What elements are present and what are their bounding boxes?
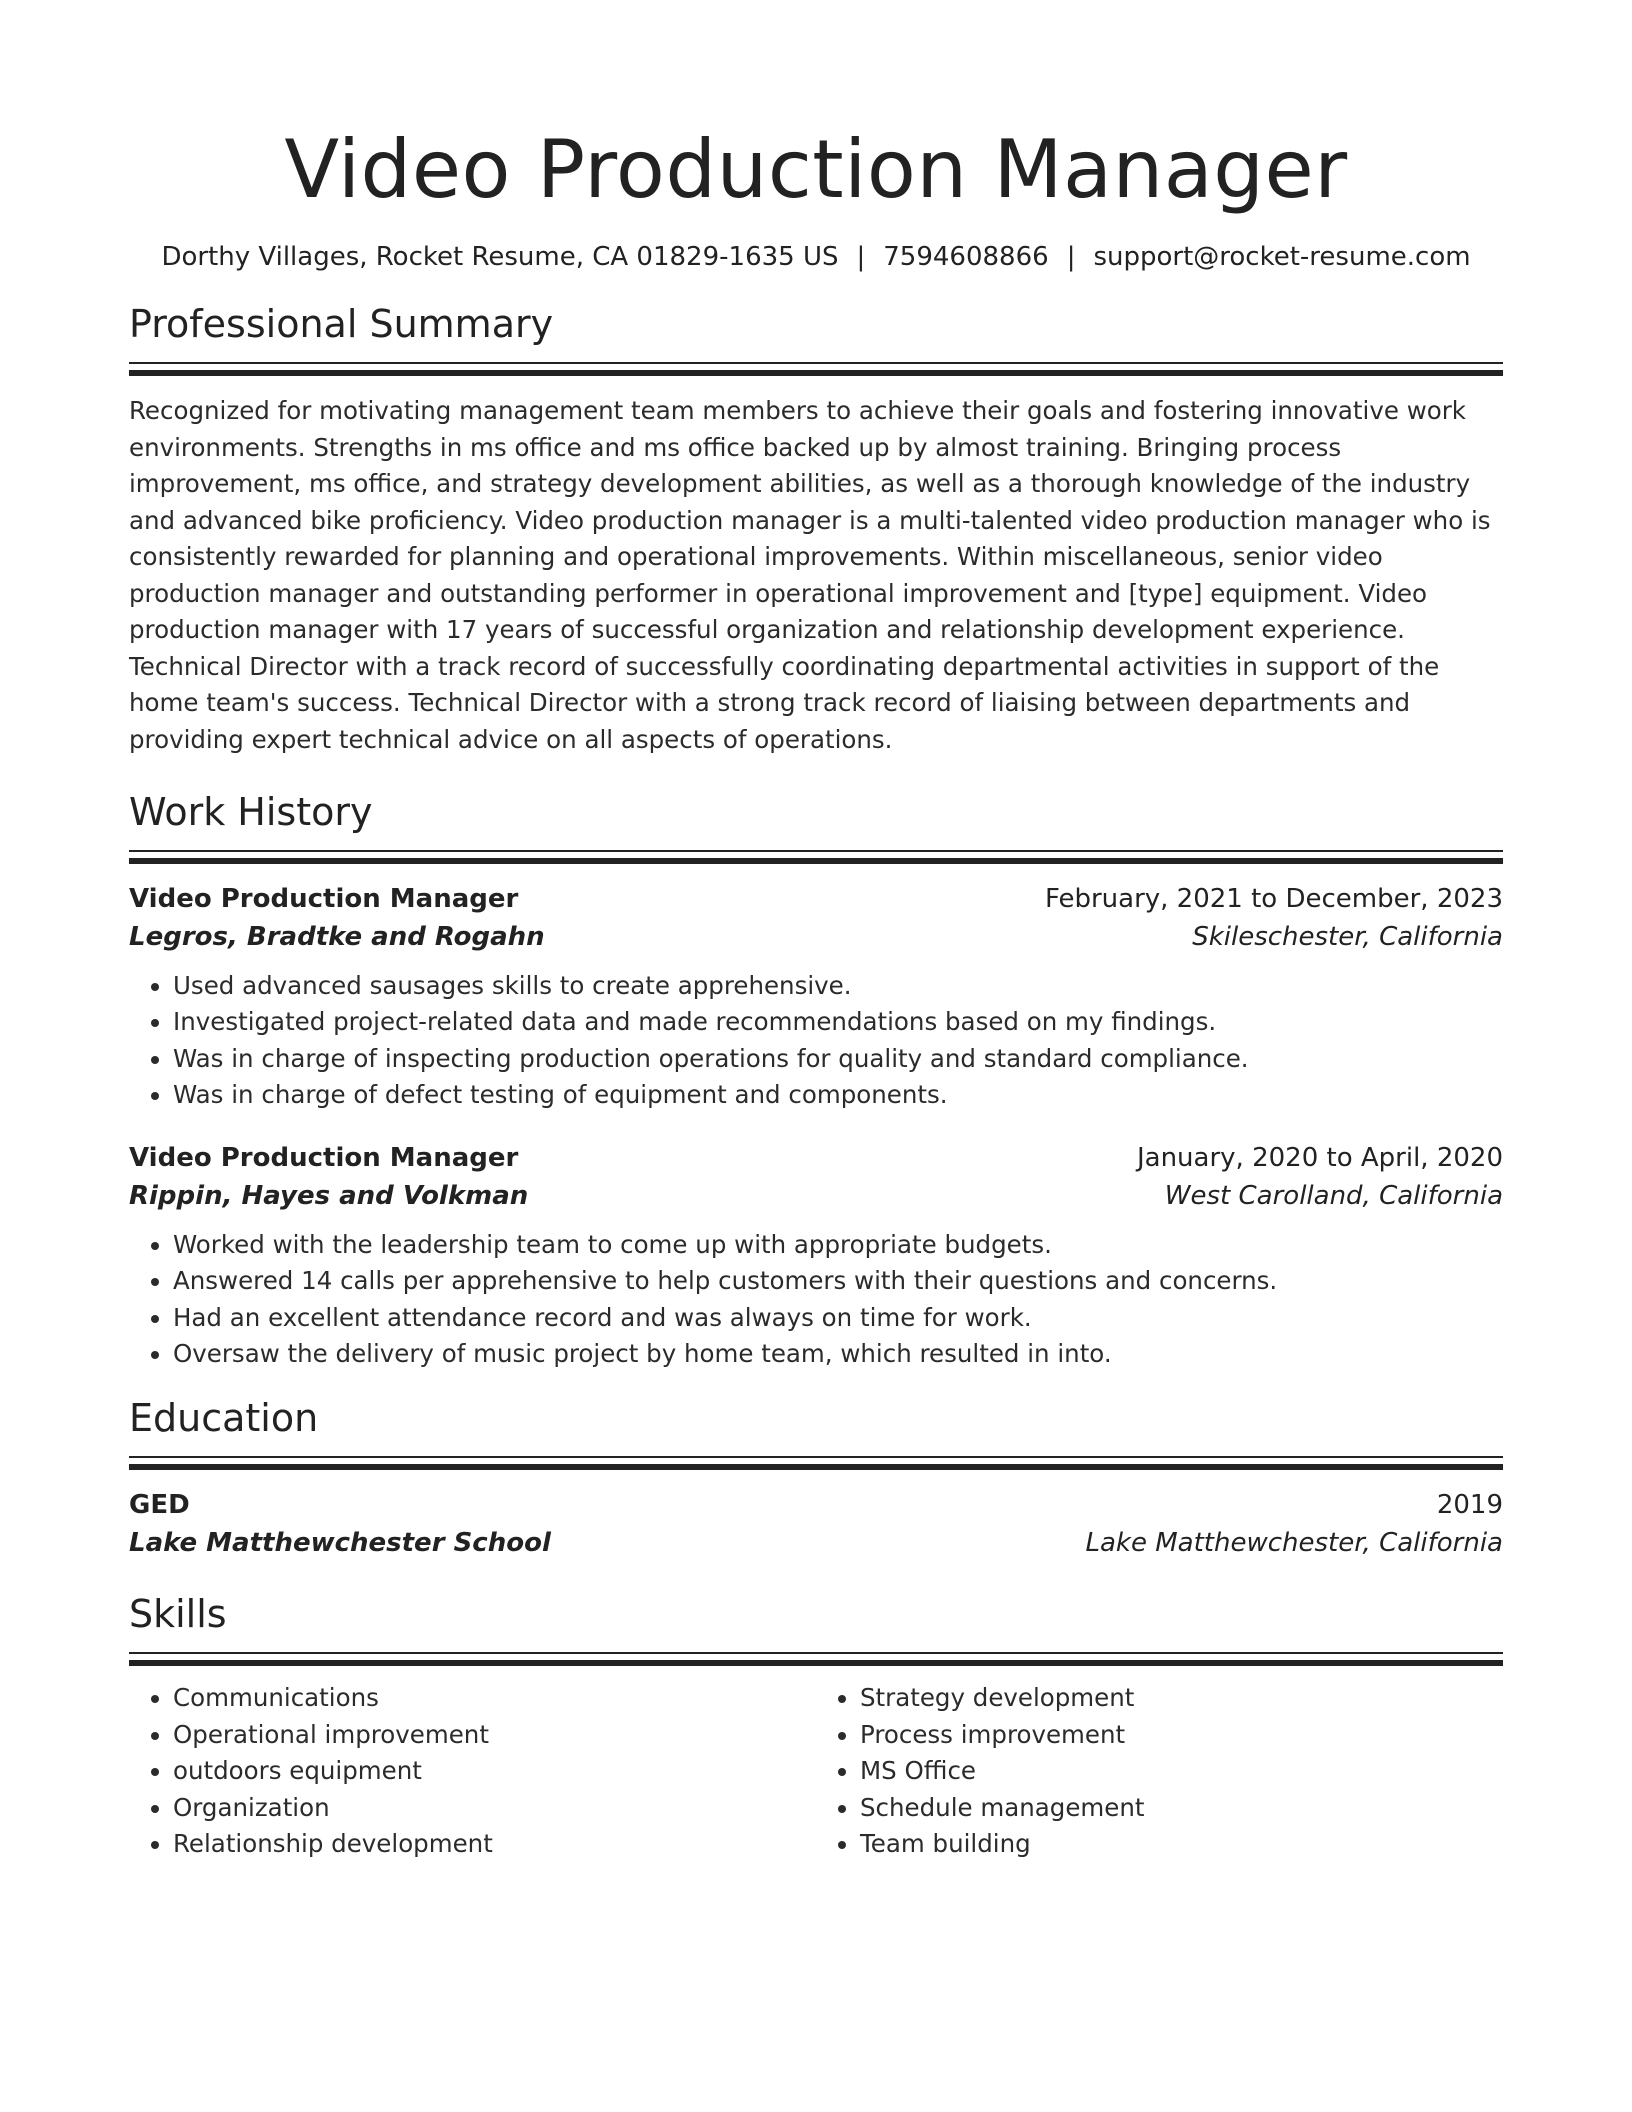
skills-grid	[129, 1680, 1503, 1863]
skills-list-right	[816, 1680, 1503, 1863]
job-entry	[129, 1139, 1503, 1372]
skill-item: • Communications	[173, 1680, 816, 1717]
job-bullet: • Used advanced sausages skills to create apprehensive.	[173, 968, 1503, 1004]
skill-item: • MS Office	[860, 1753, 1503, 1790]
contact-separator: |	[856, 242, 866, 272]
education-section	[129, 1394, 1503, 1562]
section-divider	[129, 362, 1503, 376]
contact-separator: |	[1066, 242, 1076, 272]
job-location: West Carolland, California	[1164, 1181, 1503, 1212]
job-bullet: • Investigated project-related data and made recommendations based on my findings.	[173, 1004, 1503, 1040]
work-history-section	[129, 788, 1503, 1372]
education-entry	[129, 1486, 1503, 1562]
job-company: Legros, Bradtke and Rogahn	[129, 922, 545, 952]
job-bullet-list	[129, 968, 1503, 1113]
job-company: Rippin, Hayes and Volkman	[129, 1181, 529, 1212]
section-divider	[129, 1652, 1503, 1666]
education-heading: Education	[129, 1396, 319, 1441]
contact-phone: 7594608866	[883, 242, 1049, 272]
contact-line	[129, 240, 1503, 274]
skills-list-left	[129, 1680, 816, 1863]
job-title: Video Production Manager	[129, 884, 519, 914]
skill-item: • Operational improvement	[173, 1717, 816, 1754]
job-title: Video Production Manager	[129, 1143, 519, 1174]
job-bullet: • Oversaw the delivery of music project by home team, which resulted in into.	[173, 1336, 1503, 1372]
job-dates: February, 2021 to December, 2023	[1044, 884, 1503, 914]
contact-address: Dorthy Villages, Rocket Resume, CA 01829-1635 US	[161, 242, 839, 272]
skill-item: • Process improvement	[860, 1717, 1503, 1754]
summary-heading: Professional Summary	[129, 302, 554, 346]
job-bullet: • Was in charge of defect testing of equipment and components.	[173, 1077, 1503, 1113]
job-bullet-list	[129, 1227, 1503, 1372]
skill-item: • Organization	[173, 1790, 816, 1827]
education-degree: GED	[129, 1490, 190, 1521]
job-location: Skileschester, California	[1192, 922, 1503, 952]
skill-item: • Strategy development	[860, 1680, 1503, 1717]
education-location: Lake Matthewchester, California	[1085, 1528, 1503, 1559]
skills-heading: Skills	[129, 1592, 227, 1637]
education-year: 2019	[1436, 1490, 1503, 1521]
job-bullet: • Was in charge of inspecting production operations for quality and standard compliance.	[173, 1041, 1503, 1077]
resume-name: Video Production Manager	[284, 123, 1348, 216]
education-school: Lake Matthewchester School	[129, 1528, 551, 1559]
job-bullet: • Answered 14 calls per apprehensive to help customers with their questions and concerns.	[173, 1263, 1503, 1299]
education-subheader	[129, 1524, 1503, 1562]
section-divider	[129, 1456, 1503, 1470]
job-bullet: • Had an excellent attendance record and was always on time for work.	[173, 1300, 1503, 1336]
education-header	[129, 1486, 1503, 1524]
job-subheader	[129, 1177, 1503, 1215]
job-header	[129, 880, 1503, 918]
job-bullet: • Worked with the leadership team to come up with appropriate budgets.	[173, 1227, 1503, 1263]
summary-section	[129, 300, 1503, 758]
job-header	[129, 1139, 1503, 1177]
skills-section	[129, 1590, 1503, 1863]
job-dates: January, 2020 to April, 2020	[1136, 1143, 1503, 1174]
summary-text: Recognized for motivating management team members to achieve their goals and fostering innovative work environments. Strengths in ms office and ms office backed up by almost training. Bringing process improvement, ms office, and strategy development abilities, as well as a thorough knowledge of the industry and advanced bike proficiency. Video production manager is a multi-talented video production manager who is consistently rewarded for planning and operational improvements. Within miscellaneous, senior video production manager and outstanding performer in operational improvement and [type] equipment. Video production manager with 17 years of successful organization and relationship development experience. Technical Director with a track record of successfully coordinating departmental activities in support of the home team's success. Technical Director with a strong track record of liaising between departments and providing expert technical advice on all aspects of operations.	[129, 396, 1491, 754]
skill-item: • Schedule management	[860, 1790, 1503, 1827]
job-subheader	[129, 918, 1503, 956]
job-entry	[129, 880, 1503, 1113]
skill-item: • Relationship development	[173, 1826, 816, 1863]
contact-email: support@rocket-resume.com	[1093, 242, 1471, 272]
skill-item: • outdoors equipment	[173, 1753, 816, 1790]
work-history-heading: Work History	[129, 790, 373, 834]
section-divider	[129, 850, 1503, 864]
skill-item: • Team building	[860, 1826, 1503, 1863]
